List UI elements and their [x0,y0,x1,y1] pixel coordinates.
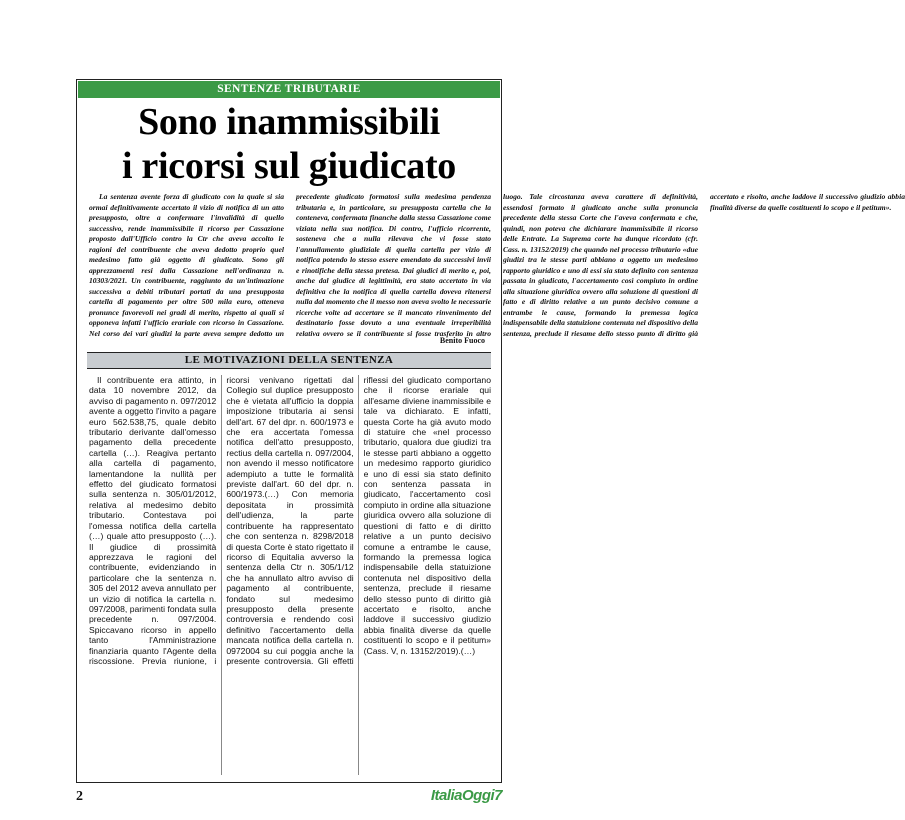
section-label: SENTENZE TRIBUTARIE [78,81,500,98]
body-text: Il contribuente era attinto, in data 10 novembre 2012, da avviso di pagamento n. 097/2012 avente a oggetto l'invito a pagare euro 562.538,75, quale debito tributario derivante dall'omesso pagamento della precedente cartella (…). Reagiva pertanto alla cartella di pagamento, lamentandone la nullità per effetto del giudicato formatosi sulla sentenza n. 305/01/2012, relativa al medesimo debito tributario. Contestava poi l'omessa notifica della cartella (…) quale atto presupposto (…). Il giudice di prossimità apprezzava le ragioni del contribuente, evidenziando in particolare che la sentenza n. 305 del 2012 aveva annullato per un vizio di notifica la cartella n. 097/2008, parimenti fondata sulla precedente n. 097/2004. Spiccavano ricorso in appello tanto l'Amministrazione finanziaria quanto l'Agente della riscossione. Previa riunione, i ricorsi venivano rigettati dal Collegio sul duplice presupposto che è vietata all'ufficio la doppia imposizione tributaria ai sensi dell'art. 67 del dpr. n. 600/1973 e che era accertata l'omessa notifica dell'atto presupposto, rectius della cartella n. 097/2004, non avendo il messo notificatore adempiuto a tutte le formalità previste dall'art. 60 del dpr. n. 600/1973.(…) Con memoria depositata in prossimità dell'udienza, la parte contribuente ha rappresentato che con sentenza n. 8298/2018 di questa Corte è stato rigettato il ricorso di Equitalia avverso la sentenza della Ctr n. 305/1/12 che ha annullato altro avviso di pagamento al contribuente, fondato sul medesimo presupposto della presente controversia e rendendo così definitivo l'accertamento della mancata notifica della cartella n. 0972004 su cui poggia anche la presente controversia. Gli effetti riflessi del giudicato comportano che il ricorse erariale qui all'esame diviene inammissibile e tale va dichiarato. E infatti, questa Corte ha già avuto modo di statuire che «nel processo tributario, qualora due giudizi tra le stesse parti abbiano a oggetto un medesimo rapporto giuridico e uno di essi sia stato definito con sentenza passata in giudicato, l'accertamento così compiuto in ordine alla situazione giuridica ovvero alla soluzione di questioni di fatto e di diritto relative a un punto decisivo comune a entrambe le cause, formando la premessa logica indispensabile della statuizione contenuta nel dispositivo della sentenza, preclude il riesame dello stesso punto di diritto già accertato e risolto, anche laddove il successivo giudizio abbia finalità diverse da quelle costituenti lo scopo e il petitum» (Cass. V, n. 13152/2019).(…) [89,375,491,666]
article-frame [76,79,905,783]
article-headline [77,100,501,188]
headline-line-1: Sono inammissibili [138,101,440,143]
headline-line-2: i ricorsi sul giudicato [121,145,457,187]
article-body [89,375,491,775]
author-byline: Benito Fuoco [439,336,485,345]
publication-logo: ItaliaOggi7 [430,787,502,804]
page-number: 2 [76,789,83,804]
article-summary [89,192,905,348]
subsection-heading: LE MOTIVAZIONI DELLA SENTENZA [87,352,491,369]
summary-text: La sentenza avente forza di giudicato con la quale si sia ormai definitivamente accertato il vizio di notifica di un atto presupposto, oltre a confermare l'invalidità di quello successivo, rende inammissibile il ricorso per Cassazione proposto dall'Ufficio contro la Ctr che aveva accolto le ragioni del contribuente che aveva dedotto proprio quel medesimo fatto già oggetto di giudicato. Sono gli apprezzamenti resi dalla Cassazione nell'ordinanza n. 10303/2021. Un contribuente, raggiunto da un'intimazione successiva a debiti tributari portati da una presupposta cartella di pagamento per oltre 500 mila euro, otteneva pronunce favorevoli nei gradi di merito, rispetto ai quali si opponeva infatti l'ufficio erariale con ricorso in Cassazione. Nel corso dei vari giudizi la parte aveva sempre dedotto un precedente giudicato formatosi sulla medesima pendenza tributaria e, in particolare, su presupposta cartella che la conteneva, confermata finanche dalla stessa Cassazione come viziata nella sua notifica. Di contro, l'ufficio ricorrente, sosteneva che a nulla rilevava che vi fosse stato l'annullamento giudiziale di quella cartella per vizio di notifica potendo lo stesso essere emendato da successivi invii e rinotifiche della stessa pretesa. Dai giudici di merito e, poi, anche dal giudice di legittimità, era stato accertato in via definitiva che la notifica di quella cartella doveva ritenersi nulla dal momento che il messo non aveva svolto le necessarie ricerche volte ad accertare se il mancato rinvenimento del destinatario fosse dovuto a una eventuale irreperibilità relativa ovvero se il contribuente si fosse trasferito in altro luogo. Tale circostanza aveva carattere di definitività, essendosi formato il giudicato anche sulla pronuncia precedente della stessa Corte che l'aveva confermata e che, quindi, non poteva che dichiarare inammissibile il ricorso delle Entrate. La Suprema corte ha dunque ricordato (cfr. Cass. n. 13152/2019) che quando nel processo tributario «due giudizi tra le stesse parti abbiano a oggetto un medesimo rapporto giuridico e uno di essi sia stato definito con sentenza passata in giudicato, l'accertamento così compiuto in ordine alla situazione giuridica ovvero alla soluzione di questioni di fatto e di diritto relative a un punto decisivo comune a entrambe le cause, formando la premessa logica indispensabile della statuizione contenuta nel dispositivo della sentenza, preclude il riesame dello stesso punto di diritto già accertato e risolto, anche laddove il successivo giudizio abbia finalità diverse da quelle costituenti lo scopo e il petitum». [89,192,905,338]
